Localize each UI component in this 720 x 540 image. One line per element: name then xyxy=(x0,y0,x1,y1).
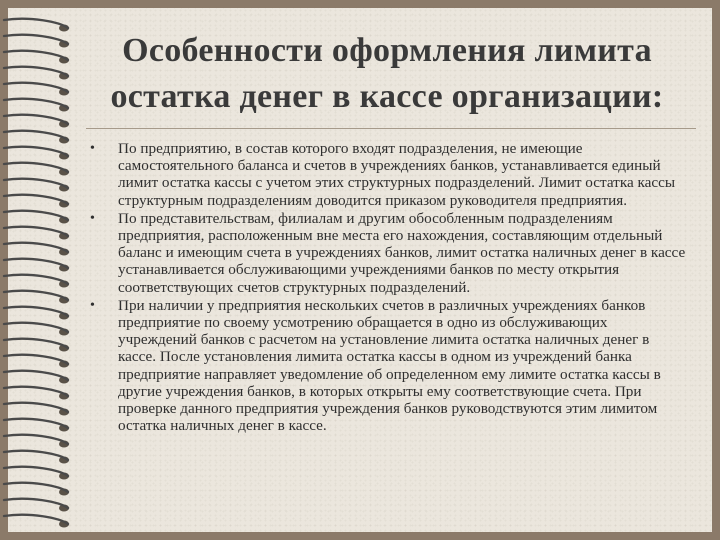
binding-ring xyxy=(4,291,68,300)
binding-ring xyxy=(4,323,68,332)
bullet-text: По предприятию, в состав которого входят подразделения, не имеющие самостоятельного баланса и счетов в учреждениях банков, устанавливается единый лимит остатка кассы с учетом этих структурных подразделений. Лимит остатка кассы структурным подразделениям доводится приказом руководителя предприятия. xyxy=(118,140,676,209)
binding-ring xyxy=(4,83,68,92)
binding-ring xyxy=(4,483,68,492)
bullet-marker: • xyxy=(90,141,95,156)
binding-ring xyxy=(4,243,68,252)
binding-ring xyxy=(4,19,68,28)
binding-ring xyxy=(4,307,68,316)
bullet-item-3 xyxy=(90,297,690,435)
binding-ring xyxy=(4,115,68,124)
binding-ring xyxy=(4,339,68,348)
binding-ring xyxy=(4,467,68,476)
binding-ring xyxy=(4,227,68,236)
binding-ring xyxy=(4,131,68,140)
binding-ring xyxy=(4,403,68,412)
binding-ring xyxy=(4,147,68,156)
bullet-item-1 xyxy=(90,140,690,209)
binding-ring xyxy=(4,499,68,508)
binding-ring xyxy=(4,451,68,460)
binding-ring xyxy=(4,371,68,380)
binding-ring xyxy=(4,259,68,268)
binding-ring xyxy=(4,211,68,220)
binding-ring xyxy=(4,195,68,204)
binding-ring xyxy=(4,419,68,428)
spiral-binding-icon xyxy=(0,8,80,532)
binding-ring xyxy=(4,179,68,188)
bullet-list xyxy=(90,140,690,435)
title-divider xyxy=(86,128,696,129)
bullet-text: При наличии у предприятия нескольких счетов в различных учреждениях банков предприятие по своему усмотрению обращается в одно из обслуживающих учреждений банков с расчетом на установление лимита остатка наличных денег в кассе. После установления лимита остатка кассы в одном из учреждений банка предприятие направляет уведомление об определенном ему лимите остатка кассы в другие учреждения банков, в которых открыты ему соответствующие счета. При проверке данного предприятия учреждения банков руководствуются этим лимитом остатка наличных денег в кассе. xyxy=(118,296,661,435)
binding-ring xyxy=(4,515,68,524)
binding-ring xyxy=(4,387,68,396)
binding-ring xyxy=(4,35,68,44)
binding-ring xyxy=(4,163,68,172)
binding-ring xyxy=(4,435,68,444)
bullet-marker: • xyxy=(90,297,95,313)
binding-ring xyxy=(4,275,68,284)
bullet-item-2 xyxy=(90,210,690,296)
bullet-marker: • xyxy=(90,210,95,226)
slide-title: Особенности оформления лимита остатка денег в кассе организации: xyxy=(110,32,664,115)
bullet-text: По представительствам, филиалам и другим обособленным подразделениям предприятия, расположенным вне места его нахождения, составляющим отдельный баланс и имеющим счета в учреждениях банков, лимит остатка наличных денег в кассе устанавливается обслуживающими учреждениями банков по месту открытия соответствующих счетов структурных подразделений. xyxy=(118,209,686,296)
binding-ring xyxy=(4,355,68,364)
binding-ring xyxy=(4,51,68,60)
binding-ring xyxy=(4,99,68,108)
binding-ring xyxy=(4,67,68,76)
